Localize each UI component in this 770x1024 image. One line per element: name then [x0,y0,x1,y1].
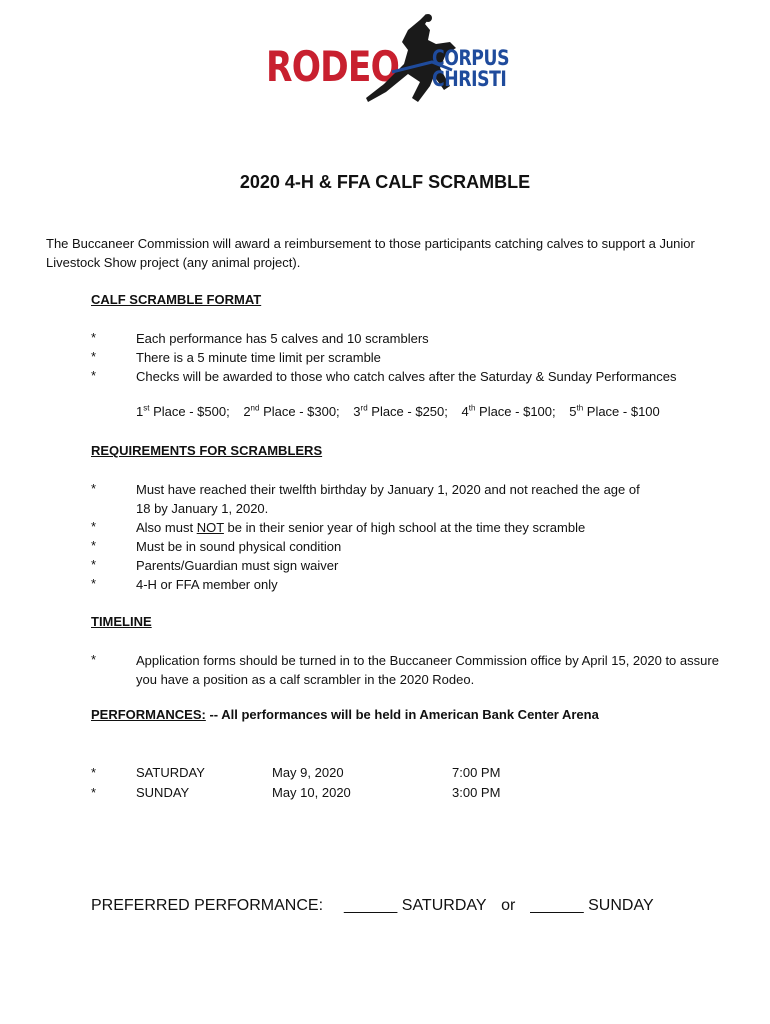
bullet: * [91,576,97,591]
bullet: * [91,368,97,383]
bullet: * [91,765,97,780]
sunday-option: SUNDAY [583,897,654,914]
prize-place: 2nd Place - $300; [243,404,340,420]
requirement-item: Parents/Guardian must sign waiver [136,558,339,573]
bullet: * [91,481,97,496]
timeline-heading: TIMELINE [91,614,152,629]
saturday-option: SATURDAY [397,897,487,914]
timeline-item: Application forms should be turned in to the Buccaneer Commission office by April 15, 2020 to assure you have a position as a calf scrambler in the 2020 Rodeo. [136,653,719,687]
rodeo-logo [262,12,508,112]
sunday-blank[interactable]: ______ [530,897,584,914]
not-emphasis: NOT [196,520,224,535]
logo-corpus-text: CORPUS [432,46,510,70]
requirement-item: Must be in sound physical condition [136,539,342,554]
performance-date: May 10, 2020 [272,785,351,800]
intro-paragraph: The Buccaneer Commission will award a reimbursement to those participants catching calves to support a Junior Livestock Show project (any animal project). [46,236,695,270]
preferred-label: PREFERRED PERFORMANCE: [91,897,324,914]
performance-time: 7:00 PM [452,765,501,780]
bullet: * [91,538,97,553]
bullet: * [91,652,97,667]
requirements-heading: REQUIREMENTS FOR SCRAMBLERS [91,443,323,458]
requirement-item: Must have reached their twelfth birthday by January 1, 2020 and not reached the age of 18 by January 1, 2020. [136,482,640,516]
bullet: * [91,785,97,800]
performance-day: SUNDAY [136,785,190,800]
requirement-item: Also must NOT be in their senior year of high school at the time they scramble [136,520,586,535]
page-title: 2020 4-H & FFA CALF SCRAMBLE [239,172,531,192]
performance-day: SATURDAY [136,765,205,780]
bullet: * [91,519,97,534]
bullet: * [91,349,97,364]
bullet: * [91,330,97,345]
requirement-item: 4-H or FFA member only [136,577,278,592]
performance-time: 3:00 PM [452,785,501,800]
format-heading: CALF SCRAMBLE FORMAT [91,292,262,307]
prize-places [136,404,660,419]
format-item: Checks will be awarded to those who catch calves after the Saturday & Sunday Performances [136,369,677,384]
bullet: * [91,557,97,572]
saturday-blank[interactable]: ______ [343,897,398,914]
prize-place: 5th Place - $100 [569,404,660,420]
logo-christi-text: CHRISTI [432,67,507,91]
performances-heading: PERFORMANCES: -- All performances will be held in American Bank Center Arena [91,707,599,722]
logo-rodeo-text: RODEO [266,42,400,91]
performance-date: May 9, 2020 [272,765,344,780]
prize-place: 4th Place - $100; [461,404,556,420]
format-item: Each performance has 5 calves and 10 scramblers [136,331,429,346]
format-item: There is a 5 minute time limit per scramble [136,350,381,365]
prize-place: 1st Place - $500; [136,404,230,420]
prize-place: 3rd Place - $250; [353,404,448,420]
or-text: or [501,897,516,914]
preferred-performance-line [91,897,654,915]
